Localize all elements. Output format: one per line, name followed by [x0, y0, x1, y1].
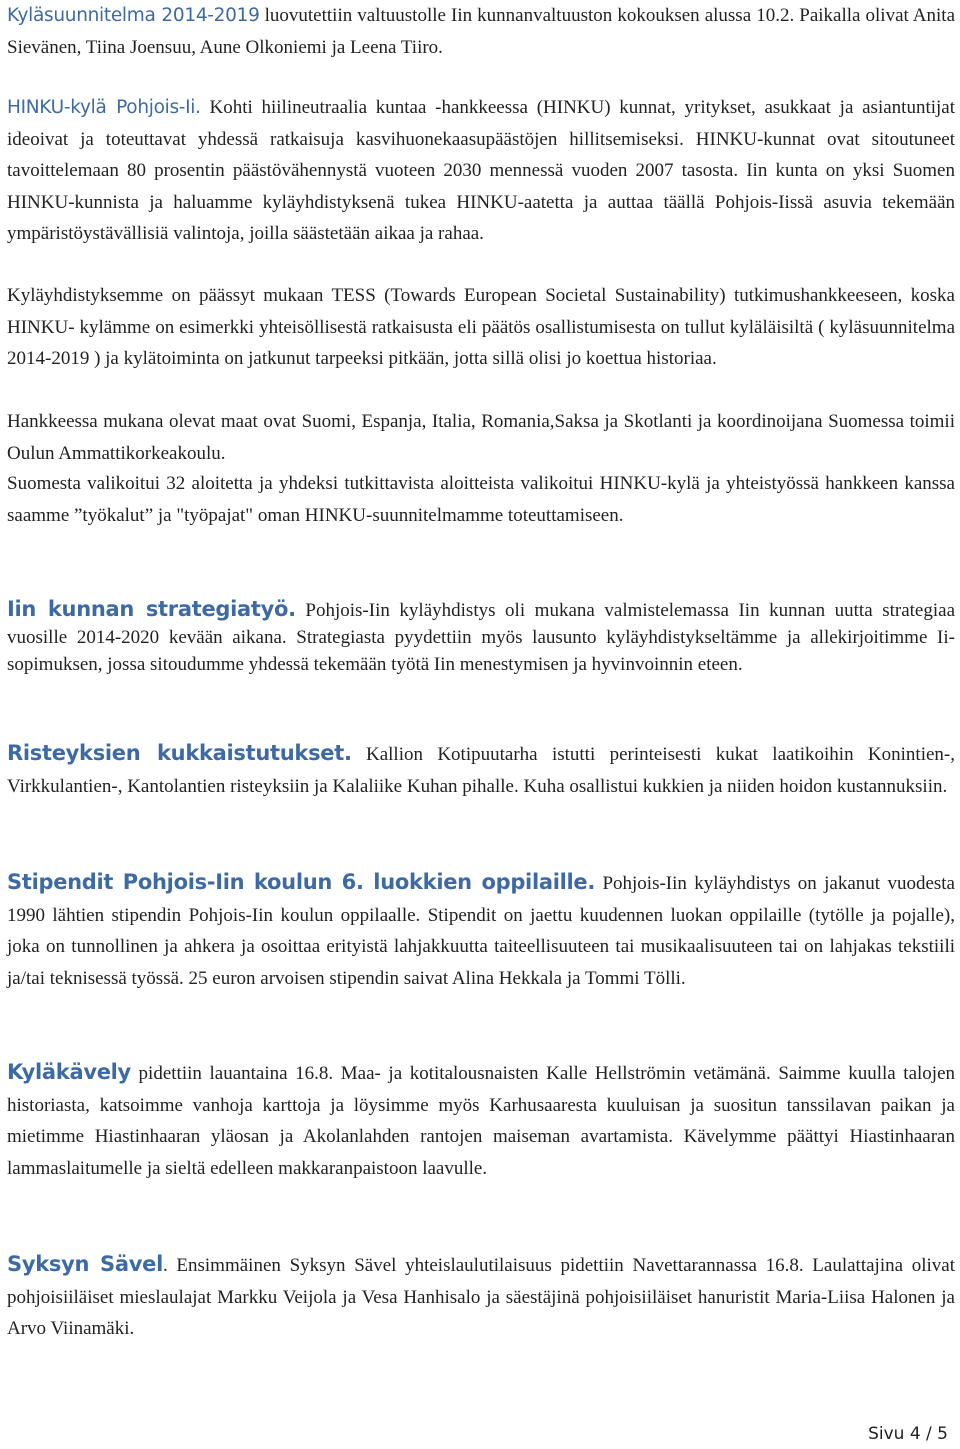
section-flowers — [7, 738, 955, 802]
section-heading: HINKU-kylä Pohjois-Ii. — [7, 97, 201, 118]
section-text: pidettiin lauantaina 16.8. Maa- ja kotitalousnaisten Kalle Hellströmin vetämänä. Saimme kuulla talojen historiasta, katsoimme vanhoja karttoja ja löysimme myös Karhusaaresta kuuluisan ja suositun tanssilavan paikan ja mietimme Hiastinhaaran yläosan ja Akolanlahden rantojen maiseman avartamista. Kävelymme päättyi Hiastinhaaran lammaslaitumelle ja sieltä edelleen makkaranpaistoon laavulle. — [7, 1063, 955, 1179]
section-heading: Kyläsuunnitelma 2014-2019 — [7, 5, 260, 26]
section-text: Kohti hiilineutraalia kuntaa -hankkeessa (HINKU) kunnat, yritykset, asukkaat ja asiantuntijat ideoivat ja toteuttavat yhdessä ratkaisuja kasvihuonekaasupäästöjen hillitsemiseksi. HINKU-kunnat ovat sitoutuneet tavoittelemaan 80 prosentin päästövähennystä vuoteen 2030 mennessä vuoden 2007 tasosta. Iin kunta on yksi Suomen HINKU-kunnista ja haluamme kyläyhdistyksenä tukea HINKU-aatetta ja auttaa täällä Pohjois-Iissä asuvia tekemään ympäristöystävällisiä valintoja, joilla säästetään aikaa ja rahaa. — [7, 97, 955, 244]
section-text: Kyläyhdistyksemme on päässyt mukaan TESS (Towards European Societal Sustainability) tutkimushankkeeseen, koska HINKU- kylämme on esimerkki yhteisöllisestä ratkaisusta eli päätös osallistumisesta on tullut kyläläisiltä ( kyläsuunnitelma 2014-2019 ) ja kylätoiminta on jatkunut tarpeeksi pitkään, jotta sillä olisi jo koettua historiaa. — [7, 285, 955, 369]
section-countries — [7, 406, 955, 469]
section-text: Hankkeessa mukana olevat maat ovat Suomi, Espanja, Italia, Romania,Saksa ja Skotlanti ja koordinoijana Suomessa toimii Oulun Ammattikorkeakoulu. — [7, 411, 955, 464]
section-village-walk — [7, 1057, 955, 1184]
section-text: Pohjois-Iin kyläyhdistys on jakanut vuodesta 1990 lähtien stipendin Pohjois-Iin koulun oppilaalle. Stipendit on jaettu kuudennen luokan oppilaille (tytölle ja pojalle), joka on tunnollinen ja ahkera ja osoittaa erityistä lahjakkuutta taiteellisuuteen tai musikaalisuuteen tai on lahjakas tekstiili ja/tai teknisessä työssä. 25 euron arvoisen stipendin saivat Alina Hekkala ja Tommi Tölli. — [7, 873, 955, 989]
section-tess — [7, 280, 955, 375]
section-text: luovutettiin valtuustolle Iin kunnanvaltuuston kokouksen alussa 10.2. Paikalla olivat Anita Sievänen, Tiina Joensuu, Aune Olkoniemi ja Leena Tiiro. — [7, 5, 956, 58]
section-heading: Risteyksien kukkaistutukset. — [7, 741, 352, 765]
section-text: Kallion Kotipuutarha istutti perinteisesti kukat laatikoihin Konintien-, Virkkulantien-, Kantolantien risteyksiin ja Kalaliike Kuhan pihalle. Kuha osallistui kukkien ja niiden hoidon kustannuksiin. — [7, 744, 955, 797]
section-text: Pohjois-Iin kyläyhdistys oli mukana valmistelemassa Iin kunnan uutta strategiaa vuosille 2014-2020 kevään aikana. Strategiasta pyydettiin myös lausunto kyläyhdistykseltämme ja allekirjoitimme Ii-sopimuksen, jossa sitoudumme yhdessä tekemään työtä Iin menestymisen ja hyvinvoinnin eteen. — [7, 600, 955, 675]
section-text: . Ensimmäinen Syksyn Sävel yhteislaulutilaisuus pidettiin Navettarannassa 16.8. Laulattajina olivat pohjoisiiläiset mieslaulajat Markku Veijola ja Vesa Hanhisalo ja säestäjinä pohjoisiiläiset hanuristit Maria-Liisa Halonen ja Arvo Viinamäki. — [7, 1255, 955, 1339]
page-number: Sivu 4 / 5 — [868, 1424, 948, 1444]
section-scholarships — [7, 867, 955, 994]
section-kylasuunnitelma — [7, 0, 955, 63]
section-strategy — [7, 596, 955, 678]
section-heading: Stipendit Pohjois-Iin koulun 6. luokkien oppilaille. — [7, 870, 596, 894]
section-heading: Kyläkävely — [7, 1060, 131, 1084]
section-text: Suomesta valikoitui 32 aloitetta ja yhdeksi tutkittavista aloitteista valikoitui HINKU-kylä ja yhteistyössä hankkeen kanssa saamme ”työkalut” ja "työpajat" oman HINKU-suunnitelmamme toteuttamiseen. — [7, 473, 955, 526]
section-heading: Syksyn Sävel — [7, 1252, 163, 1276]
section-initiatives — [7, 468, 955, 531]
section-heading: Iin kunnan strategiatyö. — [7, 597, 296, 621]
section-hinku — [7, 92, 955, 250]
section-autumn-song — [7, 1249, 955, 1345]
